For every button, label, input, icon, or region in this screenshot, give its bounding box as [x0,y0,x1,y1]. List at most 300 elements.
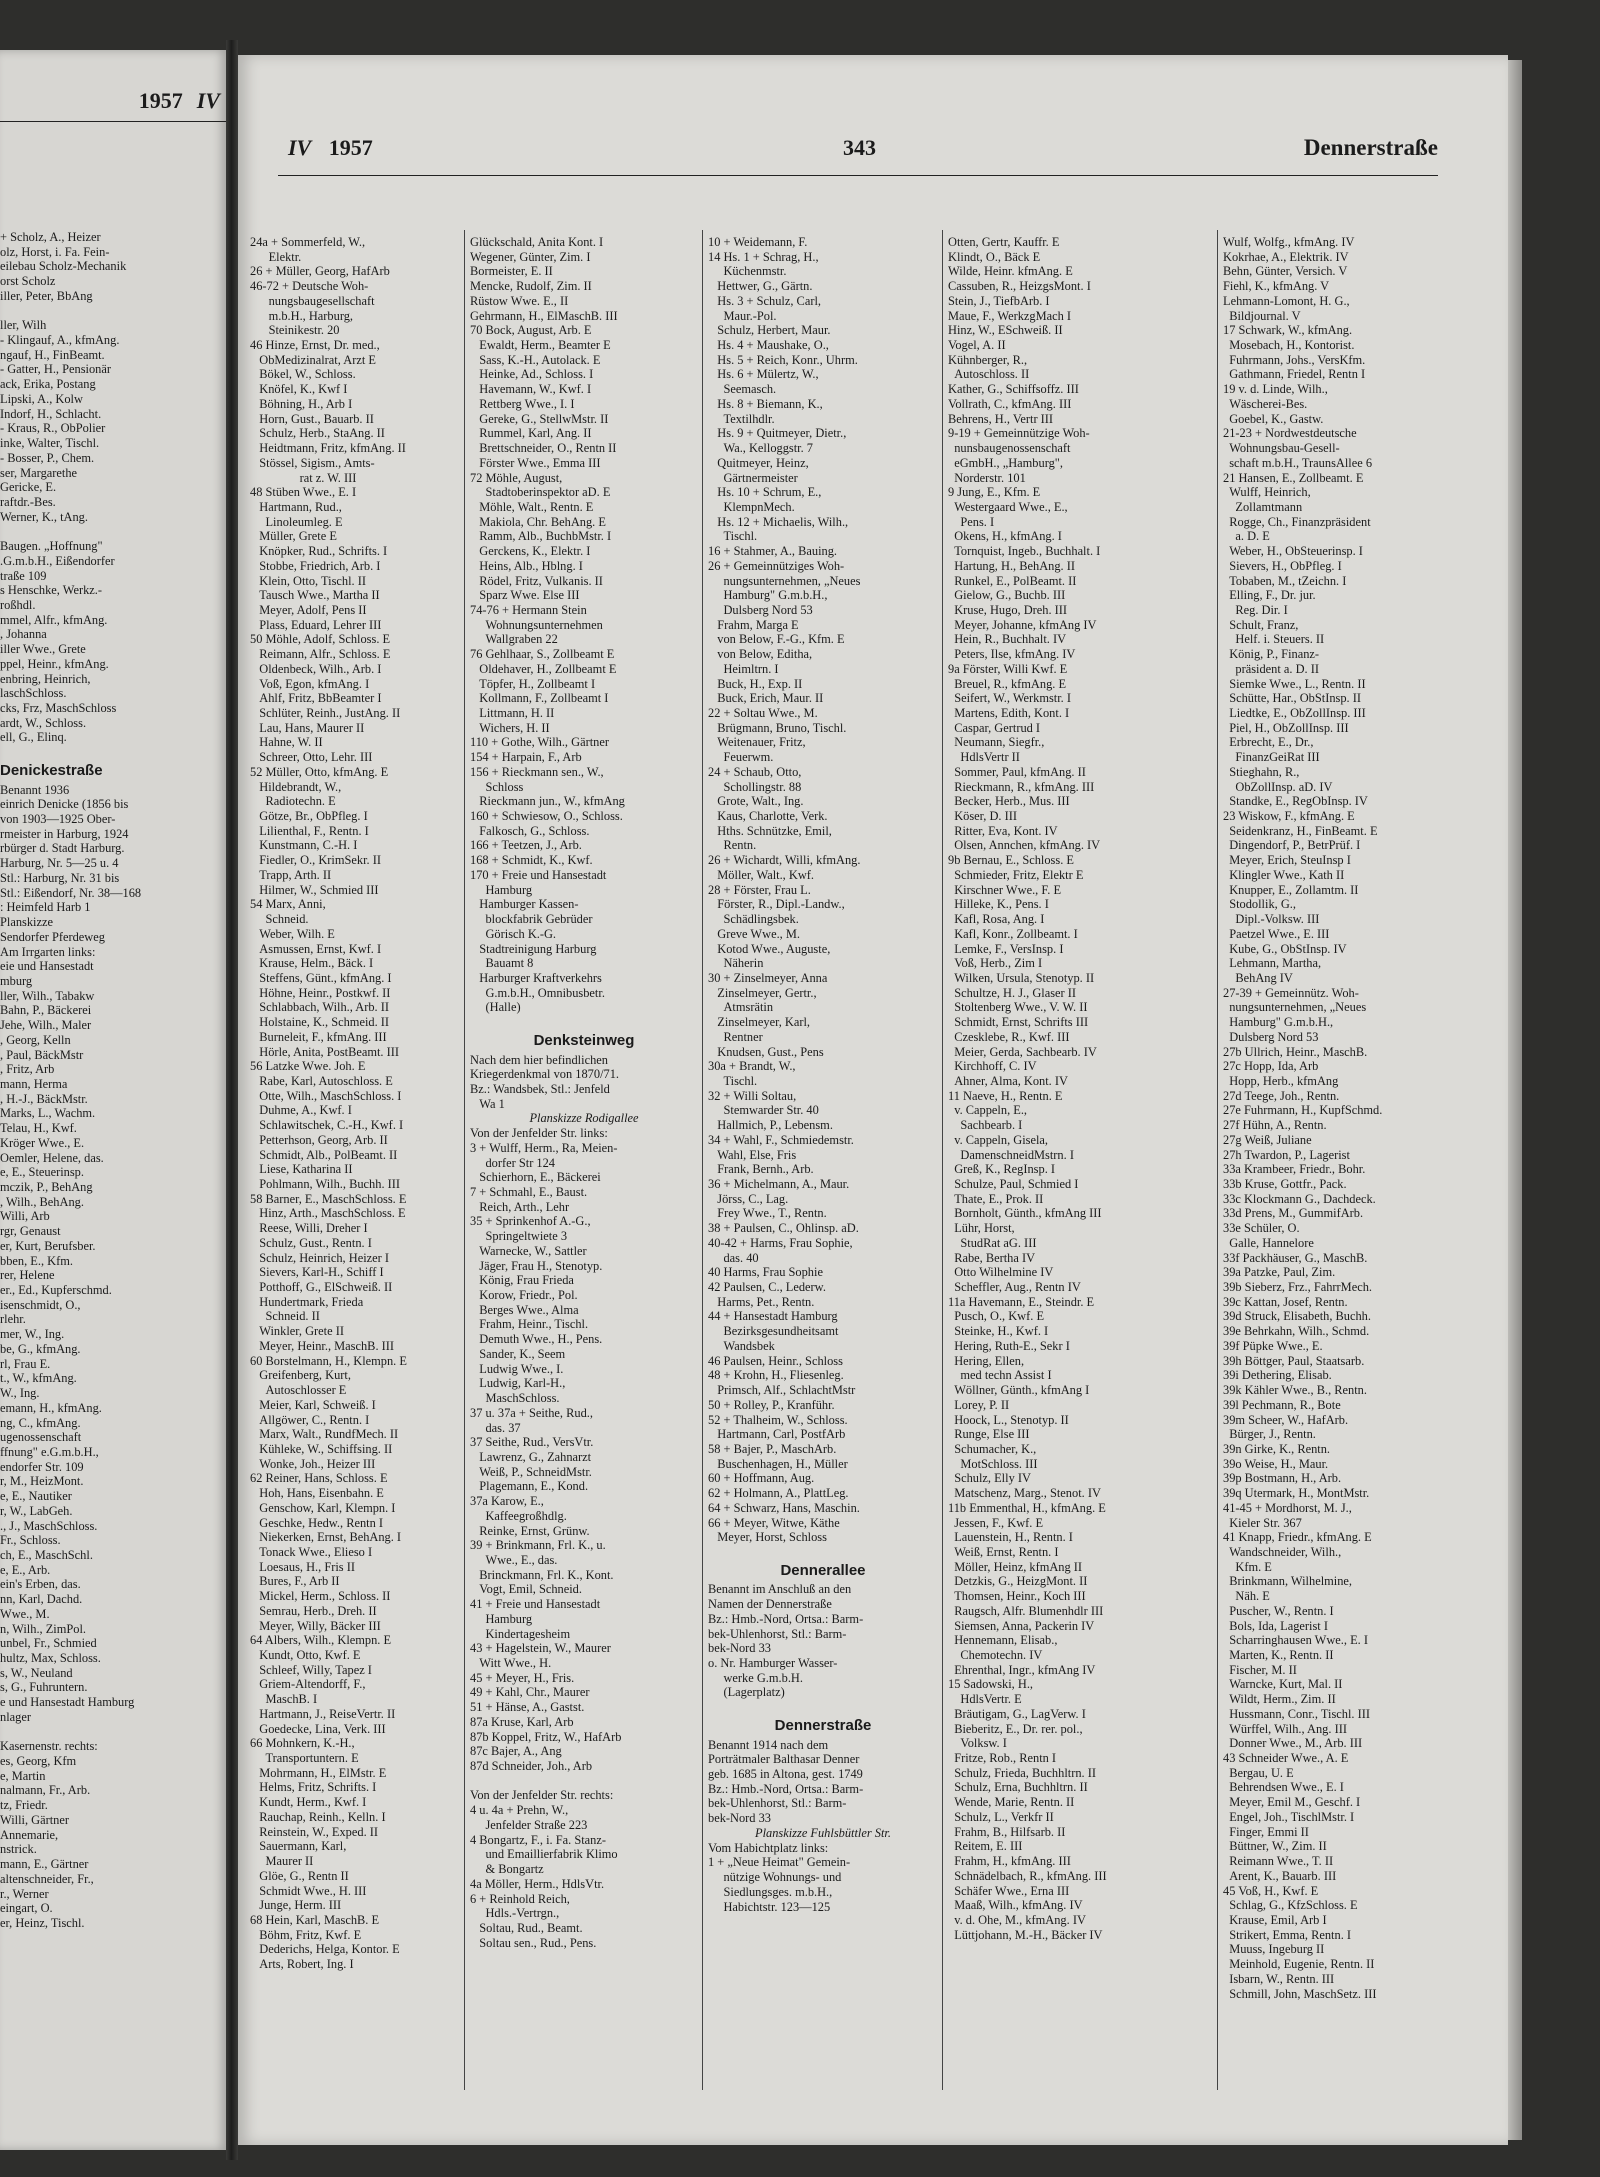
directory-entry: Allgöwer, C., Rentn. I [250,1412,370,1427]
directory-entry: 32 + Willi Soltau, [708,1088,797,1103]
directory-entry: Reese, Willi, Dreher I [250,1221,368,1236]
directory-entry [0,524,222,539]
directory-entry: Tausch Wwe., Martha II [250,588,380,603]
directory-entry: emann, H., kfmAng. [0,1400,102,1415]
directory-entry: 39k Kähler Wwe., B., Rentn. [1223,1383,1367,1398]
directory-entry: Makiola, Chr. BehAng. E [470,514,606,529]
directory-entry: Lauenstein, H., Rentn. I [948,1530,1073,1545]
directory-entry: Wäscherei-Bes. [1223,396,1308,411]
directory-entry: Knöfel, K., Kwf I [250,382,348,397]
directory-entry: 16 + Stahmer, A., Bauing. [708,544,838,559]
directory-entry: Becker, Herb., Mus. III [948,794,1070,809]
directory-entry: Stl.: Eißendorf, Nr. 38—168 [0,885,142,900]
directory-entry: 39b Sieberz, Frz., FahrrMech. [1223,1280,1372,1295]
directory-entry: das. 40 [708,1250,759,1265]
directory-entry: 48 Stüben Wwe., E. I [250,485,357,500]
directory-entry: Lüttjohann, M.-H., Bäcker IV [948,1927,1103,1942]
directory-entry: Reich, Arth., Lehr [470,1199,570,1214]
directory-entry: 39l Pechmann, R., Bote [1223,1397,1341,1412]
directory-entry: werke G.m.b.H. [708,1670,803,1685]
directory-entry: Maur.-Pol. [708,308,777,323]
directory-entry: Wohnungsbau-Gesell- [1223,441,1340,456]
directory-entry: Heinke, Ad., Schloss. I [470,367,594,382]
directory-entry: 62 Reiner, Hans, Schloss. E [250,1471,388,1486]
directory-entry: 36 + Michelmann, A., Maur. [708,1177,850,1191]
directory-entry: Weiß, Ernst, Rentn. I [948,1544,1059,1559]
directory-column-1 [250,235,460,2105]
directory-entry: Bz.: Hmb.-Nord, Ortsa.: Barm- [708,1611,864,1626]
directory-entry: 39q Utermark, H., MontMstr. [1223,1486,1370,1501]
directory-entry: Maurer II [250,1854,314,1869]
directory-entry: Stadtoberinspektor aD. E [470,485,611,500]
directory-entry: Otte, Wilh., MaschSchloss. I [250,1088,402,1103]
directory-entry: Hallmich, P., Lebensm. [708,1118,833,1133]
directory-entry: 110 + Gothe, Wilh., Gärtner [470,735,609,750]
directory-entry: roßhdl. [0,597,36,612]
directory-entry: 4 Bongartz, F., i. Fa. Stanz- [470,1832,606,1847]
directory-entry: Rentner [708,1029,763,1044]
directory-entry: Schmieder, Fritz, Elektr E [948,867,1084,882]
directory-entry: Meyer, Emil M., Geschf. I [1223,1795,1361,1810]
directory-entry: Isbarn, W., Rentn. III [1223,1971,1335,1986]
directory-entry: Dipl.-Volksw. III [1223,912,1320,927]
directory-entry: Jäger, Frau H., Stenotyp. [470,1258,603,1273]
directory-entry: 38 + Paulsen, C., Ohlinsp. aD. [708,1221,859,1236]
directory-entry: Glückschald, Anita Kont. I [470,235,604,249]
directory-entry: Vom Habichtplatz links: [708,1840,829,1855]
directory-entry: Böhning, H., Arb I [250,396,353,411]
directory-entry: 154 + Harpain, F., Arb [470,750,582,765]
directory-entry: r., Werner [0,1886,49,1901]
directory-entry: Bols, Ida, Lagerist I [1223,1618,1328,1633]
directory-entry: Wandsbek [708,1338,775,1353]
directory-entry: Standke, E., RegObInsp. IV [1223,794,1368,809]
directory-entry: Holstaine, K., Schmeid. II [250,1015,390,1030]
directory-entry: Buschenhagen, H., Müller [708,1456,848,1471]
directory-entry: Näh. E [1223,1589,1270,1604]
directory-entry: o. Nr. Hamburger Wasser- [708,1656,838,1670]
directory-entry: ack, Erika, Postang [0,377,96,392]
directory-entry: Siemke Wwe., L., Rentn. II [1223,676,1366,691]
directory-entry: 34 + Wahl, F., Schmiedemstr. [708,1132,854,1147]
directory-entry: 26 + Wichardt, Willi, kfmAng. [708,853,861,868]
directory-entry: 58 + Bajer, P., MaschArb. [708,1441,837,1456]
directory-entry: & Bongartz [470,1862,544,1877]
directory-entry: , Wilh., BehAng. [0,1194,84,1209]
directory-entry: Stein, J., TiefbArb. I [948,293,1050,308]
directory-entry: Fuhrmann, Johs., VersKfm. [1223,352,1366,367]
directory-entry: Brinckmann, Frl. K., Kont. [470,1567,614,1582]
directory-entry: Frey Wwe., T., Rentn. [708,1206,827,1221]
directory-entry: ObMedizinalrat, Arzt E [250,352,376,367]
directory-entry: 39e Behrkahn, Wilh., Schmd. [1223,1324,1370,1339]
directory-entry: Sievers, Karl-H., Schiff I [250,1265,384,1280]
directory-entry: bek-Nord 33 [708,1641,771,1656]
directory-entry: olz, Horst, i. Fa. Fein- [0,244,110,259]
directory-entry: 33d Prens, M., GummifArb. [1223,1206,1364,1221]
column-rule [942,230,943,2090]
directory-entry: Frahm, B., Hilfsarb. II [948,1824,1066,1839]
directory-entry: Schmidt, Alb., PolBeamt. II [250,1147,398,1162]
directory-entry: Okens, H., kfmAng. I [948,529,1062,544]
directory-entry: 9a Förster, Willi Kwf. E [948,661,1068,676]
directory-entry: Engel, Joh., TischlMstr. I [1223,1809,1355,1824]
directory-entry: Wulff, Heinrich, [1223,485,1311,500]
left-header-year: 1957 [138,88,183,113]
directory-entry: (Halle) [470,1000,521,1015]
directory-entry: dorfer Str 124 [470,1155,555,1170]
directory-entry: Czesklebe, R., Kwf. III [948,1029,1070,1044]
directory-entry: Dulsberg Nord 53 [708,602,813,617]
directory-entry: es, Georg, Kfm [0,1754,77,1769]
directory-entry: 41 Knapp, Friedr., kfmAng. E [1223,1530,1372,1545]
directory-entry: Kaus, Charlotte, Verk. [708,809,828,824]
directory-entry: orst Scholz [0,274,56,289]
directory-entry: 46 Paulsen, Heinr., Schloss [708,1353,843,1368]
directory-entry: 4a Möller, Herm., HdlsVtr. [470,1876,605,1891]
directory-entry: Hundertmark, Frieda [250,1294,364,1309]
directory-entry: Rauchap, Reinh., Kelln. I [250,1809,386,1824]
directory-entry: Mohrmann, H., ElMstr. E [250,1765,387,1780]
directory-entry: Hinz, W., ESchweiß. II [948,323,1063,338]
directory-entry: Stadtreinigung Harburg [470,941,597,956]
directory-entry: ardt, W., Schloss. [0,715,87,730]
directory-entry: Seemasch. [708,382,777,397]
directory-entry: 9-19 + Gemeinnützige Woh- [948,426,1090,441]
directory-entry: Zinselmeyer, Gertr., [708,985,817,1000]
directory-entry: Buck, Erich, Maur. II [708,691,824,706]
directory-entry: 39a Patzke, Paul, Zim. [1223,1265,1336,1280]
directory-entry: 27-39 + Gemeinnütz. Woh- [1223,985,1359,1000]
directory-entry: eGmbH., „Hamburg", [948,455,1063,470]
directory-entry: s Henschke, Werkz.- [0,583,102,598]
directory-entry: 43 Schneider Wwe., A. E [1223,1751,1349,1766]
directory-entry: Wöllner, Günth., kfmAng I [948,1383,1090,1398]
directory-entry: cks, Frz, MaschSchloss [0,701,117,715]
directory-entry: mczik, P., BehAng [0,1180,93,1194]
directory-entry: Heimltrn. I [708,661,779,676]
directory-entry: Meyer, Willy, Bäcker III [250,1618,381,1633]
directory-entry: StudRat aG. III [948,1235,1037,1250]
directory-entry: Scharringhausen Wwe., E. I [1223,1633,1368,1648]
directory-entry: Kfm. E [1223,1559,1272,1574]
directory-entry: Willi, Arb [0,1209,50,1224]
directory-entry: Genschow, Karl, Klempn. I [250,1500,396,1515]
directory-entry: Weitenauer, Fritz, [708,735,806,750]
directory-entry: Schleef, Willy, Tapez I [250,1662,372,1677]
directory-entry: 39f Püpke Wwe., E. [1223,1338,1323,1353]
directory-entry: 54 Marx, Anni, [250,897,326,912]
directory-entry: Steinikestr. 20 [250,323,340,338]
directory-column-4 [948,235,1210,2105]
column-rule [1217,230,1218,2090]
directory-entry: Volksw. I [948,1736,1007,1751]
directory-entry: Gehrmann, H., ElMaschB. III [470,308,618,323]
directory-entry: 27c Hopp, Ida, Arb [1223,1059,1319,1074]
directory-entry: v. Cappeln, E., [948,1103,1028,1118]
directory-entry: mer, W., Ing. [0,1327,65,1342]
directory-entry: 11 Naeve, H., Rentn. E [948,1088,1063,1103]
left-page [0,50,228,2150]
directory-entry: r, W., LabGeh. [0,1503,73,1518]
directory-entry: Gielow, G., Buchb. III [948,588,1066,603]
directory-entry: Sass, K.-H., Autolack. E [470,352,601,367]
directory-entry: Elling, F., Dr. jur. [1223,588,1316,603]
directory-entry: Ludwig Wwe., I. [470,1361,564,1376]
directory-entry: 26 + Gemeinnütziges Woh- [708,558,845,573]
directory-column-5 [1223,235,1493,2105]
directory-entry: ng, C., kfmAng. [0,1415,81,1430]
directory-entry: 30a + Brandt, W., [708,1059,796,1074]
directory-entry: nstrick. [0,1842,37,1857]
directory-entry: mburg [0,973,33,988]
directory-entry: Reinke, Ernst, Grünw. [470,1523,590,1538]
directory-entry: Siedlungsges. m.b.H., [708,1884,833,1899]
directory-entry: Jenfelder Straße 223 [470,1817,588,1832]
directory-entry: 21-23 + Nordwestdeutsche [1223,426,1357,441]
directory-entry: Ahner, Alma, Kont. IV [948,1073,1068,1088]
directory-entry: 39m Scheer, W., HafArb. [1223,1412,1349,1427]
directory-entry: med techn Assist I [948,1368,1052,1383]
directory-entry: 64 Albers, Wilh., Klempn. E [250,1633,392,1648]
directory-entry: ugenossenschaft [0,1430,82,1445]
directory-entry: Schneid. II [250,1309,320,1324]
directory-entry: Schulz, Erna, Buchhltrn. II [948,1780,1088,1795]
directory-entry: 41 + Freie und Hansestadt [470,1597,601,1612]
directory-entry: Meier, Gerda, Sachbearb. IV [948,1044,1097,1059]
directory-entry: Wilde, Heinr. kfmAng. E [948,264,1073,279]
directory-entry: , H.-J., BäckMstr. [0,1091,88,1106]
map-reference: Planskizze Fuhlsbüttler Str. [755,1825,891,1840]
directory-entry: Kieler Str. 367 [1223,1515,1302,1530]
directory-entry: Kühnberger, R., [948,352,1028,367]
directory-entry: Schult, Franz, [1223,617,1299,632]
directory-entry: Lorey, P. II [948,1397,1010,1412]
directory-entry: schaft m.b.H., TraunsAllee 6 [1223,455,1373,470]
directory-entry: Kröger Wwe., E. [0,1135,85,1150]
directory-entry: Schloss [470,779,524,794]
directory-entry: Petterhson, Georg, Arb. II [250,1132,388,1147]
directory-entry: 70 Bock, August, Arb. E [470,323,592,338]
directory-entry: Wa., Kelloggstr. 7 [708,441,813,456]
directory-entry: - Kraus, R., ObPolier [0,421,106,436]
directory-entry: Möller, Heinz, kfmAng II [948,1559,1083,1574]
directory-entry: 39 + Brinkmann, Frl. K., u. [470,1538,606,1553]
directory-entry: Maue, F., WerkzgMach I [948,308,1072,323]
directory-entry: Brügmann, Bruno, Tischl. [708,720,847,735]
directory-entry: Thomsen, Heinr., Koch III [948,1589,1086,1604]
right-header-section-year [288,135,373,161]
directory-entry: rgr, Genaust [0,1224,61,1239]
directory-entry: Wonke, Joh., Heizer III [250,1456,376,1471]
directory-entry: Kokrhae, A., Elektrik. IV [1223,249,1349,264]
directory-entry: W., Ing. [0,1386,40,1401]
directory-entry: Hahne, W. II [250,735,323,750]
directory-entry: Littmann, H. II [470,706,555,720]
directory-entry: Finger, Emmi II [1223,1824,1309,1839]
directory-entry: er, Heinz, Tischl. [0,1915,85,1930]
directory-entry: Goebel, K., Gastw. [1223,411,1324,426]
directory-entry: Kruse, Hugo, Dreh. III [948,602,1068,617]
directory-entry: Hering, Ellen, [948,1353,1025,1368]
directory-entry: Autoschlosser E [250,1383,347,1398]
directory-entry: Westergaard Wwe., E., [948,499,1068,514]
directory-entry: 27h Twardon, P., Lagerist [1223,1147,1350,1162]
left-page-header [20,88,220,116]
directory-entry: Ludwig, Karl-H., [470,1376,566,1391]
directory-entry: Otto Wilhelmine IV [948,1265,1054,1280]
directory-entry: rl, Frau E. [0,1356,51,1371]
directory-entry: Springeltwiete 3 [470,1229,568,1244]
directory-entry: 9 Jung, E., Kfm. E [948,485,1041,500]
directory-entry: Reg. Dir. I [1223,602,1288,617]
directory-entry: Kriegerdenkmal von 1870/71. [470,1067,619,1082]
directory-entry: ., J., MaschSchloss. [0,1518,98,1533]
directory-entry: 87c Bajer, A., Ang [470,1744,562,1759]
directory-entry: 87b Koppel, Fritz, W., HafArb [470,1729,622,1744]
directory-entry: Hs. 9 + Quitmeyer, Dietr., [708,426,847,441]
directory-entry: Bieberitz, E., Dr. rer. pol., [948,1721,1083,1736]
directory-entry: 58 Barner, E., MaschSchloss. E [250,1191,407,1206]
directory-entry: Atmsrätin [708,1000,774,1015]
directory-entry: Wulf, Wolfg., kfmAng. IV [1223,235,1355,249]
directory-entry: Fritze, Rob., Rentn I [948,1751,1057,1766]
directory-entry: Seifert, W., Werkmstr. I [948,691,1072,706]
directory-entry: er., Ed., Kupferschmd. [0,1283,112,1298]
directory-entry: MotSchloss. III [948,1456,1038,1471]
directory-entry: Donner Wwe., M., Arb. III [1223,1736,1363,1751]
directory-entry: Jessen, F., Kwf. E [948,1515,1044,1530]
directory-entry: Meyer, Heinr., MaschB. III [250,1338,395,1353]
street-heading: Denickestraße [0,763,103,779]
directory-entry: 10 + Weidemann, F. [708,235,808,249]
directory-entry: Warncke, Kurt, Mal. II [1223,1677,1343,1692]
directory-entry: Stieghahn, R., [1223,764,1300,779]
directory-entry: Tobaben, M., tZeichn. I [1223,573,1347,588]
directory-entry: Reitem, E. III [948,1839,1023,1854]
directory-entry: bek-Uhlenhorst, Stl.: Barm- [708,1796,847,1811]
directory-entry: Götze, Br., ObPfleg. I [250,809,368,824]
directory-entry: eingart, O. [0,1901,53,1916]
directory-entry: Buck, H., Exp. II [708,676,803,691]
directory-entry: Burneleit, F., kfmAng. III [250,1029,387,1044]
directory-entry: Ehrenthal, Ingr., kfmAng IV [948,1662,1096,1677]
directory-entry: Stemwarder Str. 40 [708,1103,819,1118]
directory-entry: nungsbaugesellschaft [250,293,375,308]
directory-entry: Förster, R., Dipl.-Landw., [708,897,845,912]
directory-entry: Schneid. [250,912,309,927]
directory-entry: 17 Schwark, W., kfmAng. [1223,323,1353,338]
directory-entry: rlehr. [0,1312,26,1327]
directory-entry: Olsen, Annchen, kfmAng. IV [948,838,1101,853]
directory-entry: Kotod Wwe., Auguste, [708,941,831,956]
directory-entry: FinanzGeiRat III [1223,750,1320,765]
directory-entry: Hs. 5 + Reich, Konr., Uhrm. [708,352,858,367]
directory-entry: Reimann Wwe., T. II [1223,1854,1334,1869]
directory-entry: 39n Girke, K., Rentn. [1223,1441,1331,1456]
directory-entry: Schütte, Har., ObStInsp. II [1223,691,1362,706]
directory-entry: 39h Böttger, Paul, Staatsarb. [1223,1353,1365,1368]
directory-entry: 33c Klockmann G., Dachdeck. [1223,1191,1376,1206]
directory-entry: Rödel, Fritz, Vulkanis. II [470,573,603,588]
directory-entry: und Emaillierfabrik Klimo [470,1847,618,1862]
directory-entry: Sendorfer Pferdeweg [0,929,105,944]
directory-entry: 39i Dethering, Elisab. [1223,1368,1332,1383]
directory-entry: laschSchloss. [0,686,67,701]
directory-entry: Geschke, Hedw., Rentn I [250,1515,384,1530]
directory-entry: mmel, Alfr., kfmAng. [0,612,108,627]
directory-entry: Schierhorn, E., Bäckerei [470,1170,601,1185]
directory-entry: Fiedler, O., KrimSekr. II [250,853,381,868]
directory-entry: Greifenberg, Kurt, [250,1368,351,1383]
directory-entry: Bures, F., Arb II [250,1574,340,1589]
directory-entry: (Lagerplatz) [708,1685,785,1700]
directory-entry: tz, Friedr. [0,1798,48,1813]
directory-entry: nlager [0,1709,31,1724]
directory-entry: Schumacher, K., [948,1441,1037,1456]
directory-entry: Soltau, Rud., Beamt. [470,1920,583,1935]
directory-entry: nützige Wohnungs- und [708,1870,842,1885]
directory-entry: Töpfer, H., Zollbeamt I [470,676,596,691]
directory-entry: Marten, K., Rentn. II [1223,1648,1334,1662]
directory-entry: ObZollInsp. aD. IV [1223,779,1333,794]
directory-entry: Horn, Gust., Bauarb. II [250,411,374,426]
directory-entry: Brinkmann, Wilhelmine, [1223,1574,1353,1589]
directory-entry: Neumann, Siegfr., [948,735,1045,750]
directory-entry: Meinhold, Eugenie, Rentn. II [1223,1957,1375,1972]
directory-entry: 27e Fuhrmann, H., KupfSchmd. [1223,1103,1383,1118]
directory-entry: Puscher, W., Rentn. I [1223,1603,1334,1618]
directory-entry: Annemarie, [0,1827,59,1842]
directory-entry: Sachbearb. I [948,1118,1023,1133]
directory-entry: 33f Packhäuser, G., MaschB. [1223,1250,1368,1265]
directory-entry: Demuth Wwe., H., Pens. [470,1332,603,1347]
directory-entry: Mickel, Herm., Schloss. II [250,1589,391,1604]
directory-entry: Tornquist, Ingeb., Buchhalt. I [948,544,1101,559]
directory-entry: Mosebach, H., Kontorist. [1223,338,1355,353]
directory-entry: Wende, Marie, Rentn. II [948,1795,1075,1810]
directory-entry: Planskizze [0,915,53,930]
directory-entry: Von der Jenfelder Str. links: [470,1126,608,1141]
directory-entry: Plagemann, E., Kond. [470,1479,589,1494]
directory-entry: Möller, Walt., Kwf. [708,867,814,882]
directory-entry: 33b Kruse, Gottfr., Pack. [1223,1177,1347,1191]
directory-entry: - Klingauf, A., kfmAng. [0,333,120,348]
directory-entry: Grote, Walt., Ing. [708,794,804,809]
directory-entry: Gathmann, Friedel, Rentn I [1223,367,1366,382]
directory-entry: Rummel, Karl, Ang. II [470,426,592,441]
directory-entry: Kasernenstr. rechts: [0,1739,98,1754]
directory-entry: a. D. E [1223,529,1270,544]
directory-entry: Kindertagesheim [470,1626,571,1641]
directory-entry: 160 + Schwiesow, O., Schloss. [470,809,623,824]
directory-entry: Weiß, P., SchneidMstr. [470,1464,592,1479]
directory-entry: ller, Wilh., Tabakw [0,988,95,1003]
directory-entry: er, Kurt, Berufsber. [0,1238,96,1253]
directory-entry: Klindt, O., Bäck E [948,249,1041,264]
directory-entry: v. Cappeln, Gisela, [948,1132,1049,1147]
directory-entry: Jörss, C., Lag. [708,1191,789,1206]
directory-entry: Müller, Grete E [250,529,337,544]
directory-entry: Hartmann, J., ReiseVertr. II [250,1706,396,1721]
directory-entry: Kunstmann, C.-H. I [250,838,358,853]
directory-entry [0,304,222,319]
directory-entry: 40 Harms, Frau Sophie [708,1265,823,1280]
right-header-section: IV [288,135,312,160]
directory-entry: 48 + Krohn, H., Fliesenleg. [708,1368,844,1383]
directory-entry: Steffens, Günt., kfmAng. I [250,970,392,985]
directory-entry: Falkosch, G., Schloss. [470,823,590,838]
